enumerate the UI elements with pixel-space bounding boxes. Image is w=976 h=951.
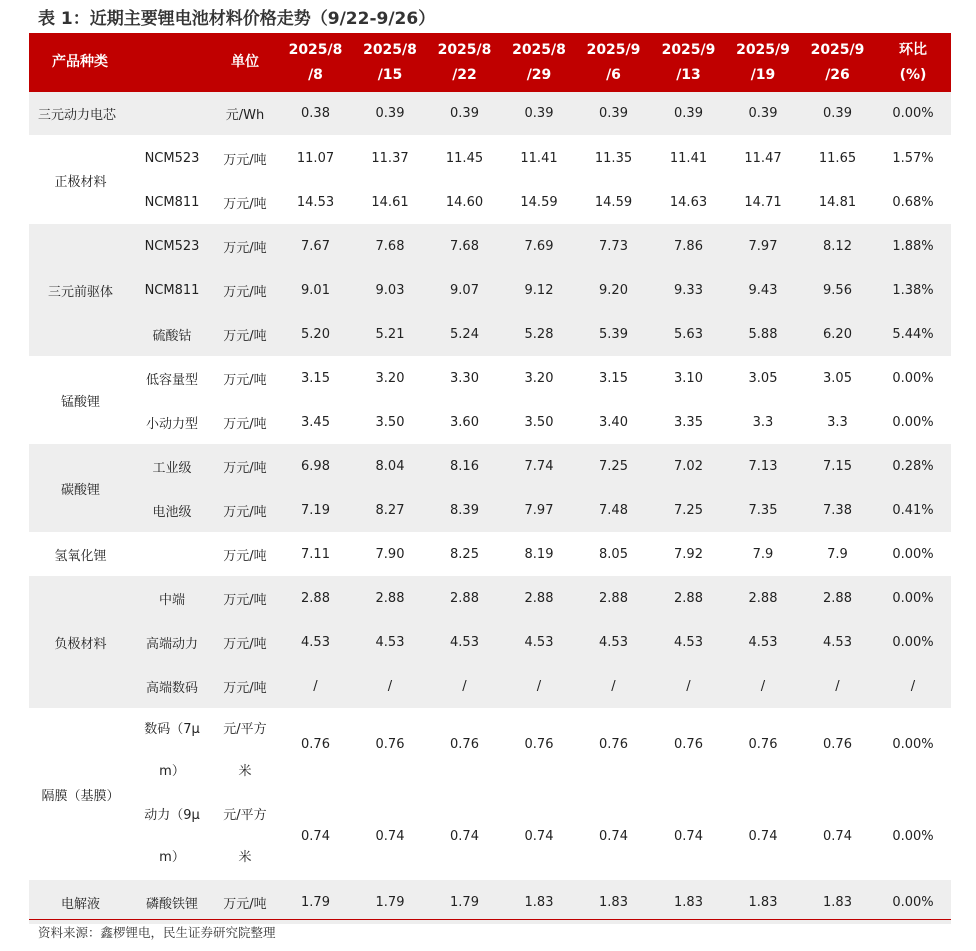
table-row xyxy=(29,224,951,268)
unit-cell: 元/平方 米 xyxy=(212,793,278,880)
table-row xyxy=(29,532,951,576)
value-cell: / xyxy=(800,664,875,708)
change-cell: 0.00% xyxy=(875,400,951,444)
value-cell: 8.16 xyxy=(427,444,502,488)
value-cell: / xyxy=(353,664,427,708)
value-cell: 1.79 xyxy=(427,880,502,924)
unit-cell: 万元/吨 xyxy=(212,224,278,268)
value-cell: 6.20 xyxy=(800,312,875,356)
value-cell: 3.15 xyxy=(576,356,651,400)
value-cell: 7.97 xyxy=(502,488,576,532)
header-product: 产品种类 xyxy=(29,33,212,92)
value-cell: 7.02 xyxy=(651,444,726,488)
value-cell: 4.53 xyxy=(427,620,502,664)
table-row xyxy=(29,356,951,400)
value-cell: 14.71 xyxy=(726,180,800,224)
unit-cell: 万元/吨 xyxy=(212,400,278,444)
value-cell: 7.48 xyxy=(576,488,651,532)
value-cell: 11.47 xyxy=(726,136,800,180)
value-cell: 4.53 xyxy=(502,620,576,664)
category-label: 隔膜（基膜） xyxy=(29,708,132,880)
value-cell: 3.30 xyxy=(427,356,502,400)
group-separator xyxy=(29,708,951,880)
value-cell: 3.3 xyxy=(800,400,875,444)
value-cell: / xyxy=(427,664,502,708)
header-date-8: 2025/9 /26 xyxy=(800,33,875,92)
table-row xyxy=(29,92,951,136)
value-cell: 7.69 xyxy=(502,224,576,268)
sub-label: NCM811 xyxy=(132,180,212,224)
value-cell: 7.68 xyxy=(427,224,502,268)
category-label: 碳酸锂 xyxy=(29,444,132,532)
value-cell: 0.76 xyxy=(502,708,576,793)
unit-cell: 万元/吨 xyxy=(212,268,278,312)
unit-cell: 万元/吨 xyxy=(212,664,278,708)
value-cell: 0.74 xyxy=(576,793,651,880)
sub-label: 小动力型 xyxy=(132,400,212,444)
value-cell: 5.39 xyxy=(576,312,651,356)
value-cell: 0.74 xyxy=(726,793,800,880)
value-cell: 1.83 xyxy=(576,880,651,924)
change-cell: 1.57% xyxy=(875,136,951,180)
value-cell: 6.98 xyxy=(278,444,353,488)
change-cell: 0.28% xyxy=(875,444,951,488)
unit-cell: 万元/吨 xyxy=(212,444,278,488)
value-cell: 3.50 xyxy=(353,400,427,444)
group-precursor xyxy=(29,224,951,356)
value-cell: 0.39 xyxy=(800,92,875,136)
unit-cell: 万元/吨 xyxy=(212,880,278,924)
value-cell: 2.88 xyxy=(427,576,502,620)
value-cell: 3.15 xyxy=(278,356,353,400)
sub-label: 硫酸钴 xyxy=(132,312,212,356)
value-cell: 11.41 xyxy=(502,136,576,180)
value-cell: 7.15 xyxy=(800,444,875,488)
change-cell: 0.00% xyxy=(875,356,951,400)
value-cell: 7.86 xyxy=(651,224,726,268)
value-cell: 8.12 xyxy=(800,224,875,268)
value-cell: 0.76 xyxy=(353,708,427,793)
change-cell: 0.00% xyxy=(875,92,951,136)
value-cell: 7.90 xyxy=(353,532,427,576)
value-cell: 2.88 xyxy=(576,576,651,620)
table-row xyxy=(29,576,951,620)
price-table xyxy=(29,33,951,924)
value-cell: 7.68 xyxy=(353,224,427,268)
category-label: 锰酸锂 xyxy=(29,356,132,444)
value-cell: 7.97 xyxy=(726,224,800,268)
value-cell: 0.76 xyxy=(800,708,875,793)
value-cell: 8.05 xyxy=(576,532,651,576)
sub-label: 数码（7μ m） xyxy=(132,708,212,793)
value-cell: / xyxy=(651,664,726,708)
value-cell: / xyxy=(576,664,651,708)
header-date-7: 2025/9 /19 xyxy=(726,33,800,92)
header-date-6: 2025/9 /13 xyxy=(651,33,726,92)
value-cell: 3.05 xyxy=(726,356,800,400)
group-electrolyte xyxy=(29,880,951,924)
sub-label: 工业级 xyxy=(132,444,212,488)
value-cell: 8.19 xyxy=(502,532,576,576)
value-cell: 7.38 xyxy=(800,488,875,532)
value-cell: / xyxy=(278,664,353,708)
value-cell: 7.73 xyxy=(576,224,651,268)
category-label: 电解液 xyxy=(29,880,132,924)
sub-label: 动力（9μ m） xyxy=(132,793,212,880)
unit-cell: 万元/吨 xyxy=(212,488,278,532)
table-row xyxy=(29,708,951,793)
value-cell: 3.05 xyxy=(800,356,875,400)
value-cell: 11.37 xyxy=(353,136,427,180)
value-cell: 3.40 xyxy=(576,400,651,444)
change-cell: 0.00% xyxy=(875,880,951,924)
value-cell: 7.25 xyxy=(576,444,651,488)
value-cell: 9.03 xyxy=(353,268,427,312)
value-cell: 5.63 xyxy=(651,312,726,356)
sub-label: 高端数码 xyxy=(132,664,212,708)
value-cell: 3.60 xyxy=(427,400,502,444)
value-cell: 2.88 xyxy=(502,576,576,620)
value-cell: 7.9 xyxy=(800,532,875,576)
unit-cell: 万元/吨 xyxy=(212,532,278,576)
table-row xyxy=(29,400,951,444)
value-cell: 0.74 xyxy=(800,793,875,880)
value-cell: 7.25 xyxy=(651,488,726,532)
value-cell: 7.13 xyxy=(726,444,800,488)
category-label: 三元动力电芯 xyxy=(29,92,212,136)
value-cell: 9.12 xyxy=(502,268,576,312)
value-cell: 11.07 xyxy=(278,136,353,180)
change-cell: / xyxy=(875,664,951,708)
header-date-3: 2025/8 /22 xyxy=(427,33,502,92)
value-cell: 7.35 xyxy=(726,488,800,532)
value-cell: 0.39 xyxy=(353,92,427,136)
value-cell: 0.38 xyxy=(278,92,353,136)
value-cell: 2.88 xyxy=(800,576,875,620)
table-row xyxy=(29,488,951,532)
value-cell: 3.20 xyxy=(353,356,427,400)
value-cell: 9.07 xyxy=(427,268,502,312)
value-cell: 3.3 xyxy=(726,400,800,444)
value-cell: 4.53 xyxy=(800,620,875,664)
value-cell: 14.59 xyxy=(576,180,651,224)
value-cell: 7.19 xyxy=(278,488,353,532)
value-cell: 9.01 xyxy=(278,268,353,312)
group-cathode xyxy=(29,136,951,224)
value-cell: 1.83 xyxy=(800,880,875,924)
value-cell: 9.33 xyxy=(651,268,726,312)
value-cell: 1.79 xyxy=(353,880,427,924)
unit-cell: 万元/吨 xyxy=(212,136,278,180)
category-label: 氢氧化锂 xyxy=(29,532,132,576)
change-cell: 0.68% xyxy=(875,180,951,224)
sub-label: NCM811 xyxy=(132,268,212,312)
table-bottom-rule xyxy=(29,919,951,920)
sub-label: 中端 xyxy=(132,576,212,620)
value-cell: 11.65 xyxy=(800,136,875,180)
table-header xyxy=(29,33,951,92)
table-row xyxy=(29,268,951,312)
table-row xyxy=(29,793,951,880)
value-cell: 14.53 xyxy=(278,180,353,224)
change-cell: 0.00% xyxy=(875,532,951,576)
value-cell: 5.20 xyxy=(278,312,353,356)
value-cell: 7.92 xyxy=(651,532,726,576)
unit-cell: 万元/吨 xyxy=(212,312,278,356)
value-cell: 4.53 xyxy=(353,620,427,664)
value-cell: 7.74 xyxy=(502,444,576,488)
sub-label xyxy=(132,532,212,576)
table-row xyxy=(29,880,951,924)
sub-label: NCM523 xyxy=(132,136,212,180)
value-cell: 9.20 xyxy=(576,268,651,312)
table-row xyxy=(29,444,951,488)
value-cell: 5.28 xyxy=(502,312,576,356)
value-cell: 2.88 xyxy=(726,576,800,620)
header-date-2: 2025/8 /15 xyxy=(353,33,427,92)
unit-cell: 万元/吨 xyxy=(212,356,278,400)
value-cell: 14.60 xyxy=(427,180,502,224)
table-row xyxy=(29,664,951,708)
value-cell: 0.39 xyxy=(427,92,502,136)
value-cell: 0.39 xyxy=(726,92,800,136)
value-cell: 2.88 xyxy=(651,576,726,620)
change-cell: 0.41% xyxy=(875,488,951,532)
group-lioh xyxy=(29,532,951,576)
value-cell: 9.56 xyxy=(800,268,875,312)
header-date-5: 2025/9 /6 xyxy=(576,33,651,92)
value-cell: 4.53 xyxy=(278,620,353,664)
category-label: 三元前驱体 xyxy=(29,224,132,356)
value-cell: 0.74 xyxy=(278,793,353,880)
value-cell: 1.83 xyxy=(651,880,726,924)
value-cell: 0.76 xyxy=(726,708,800,793)
value-cell: 9.43 xyxy=(726,268,800,312)
value-cell: 11.35 xyxy=(576,136,651,180)
value-cell: 3.50 xyxy=(502,400,576,444)
value-cell: 11.45 xyxy=(427,136,502,180)
value-cell: 0.39 xyxy=(502,92,576,136)
group-ternary-cell xyxy=(29,92,951,136)
value-cell: 7.67 xyxy=(278,224,353,268)
change-cell: 0.00% xyxy=(875,793,951,880)
table-title: 表 1：近期主要锂电池材料价格走势（9/22-9/26） xyxy=(38,9,436,29)
unit-cell: 万元/吨 xyxy=(212,576,278,620)
value-cell: 0.76 xyxy=(576,708,651,793)
group-li2co3 xyxy=(29,444,951,532)
value-cell: 8.04 xyxy=(353,444,427,488)
value-cell: 0.76 xyxy=(278,708,353,793)
category-label: 负极材料 xyxy=(29,576,132,708)
change-cell: 1.88% xyxy=(875,224,951,268)
change-cell: 1.38% xyxy=(875,268,951,312)
value-cell: 14.63 xyxy=(651,180,726,224)
value-cell: 0.74 xyxy=(427,793,502,880)
unit-cell: 元/Wh xyxy=(212,92,278,136)
value-cell: 14.61 xyxy=(353,180,427,224)
group-anode xyxy=(29,576,951,708)
unit-cell: 万元/吨 xyxy=(212,620,278,664)
value-cell: / xyxy=(502,664,576,708)
value-cell: 8.27 xyxy=(353,488,427,532)
sub-label: 低容量型 xyxy=(132,356,212,400)
table-row xyxy=(29,312,951,356)
table-row xyxy=(29,620,951,664)
value-cell: 11.41 xyxy=(651,136,726,180)
header-date-4: 2025/8 /29 xyxy=(502,33,576,92)
table-row xyxy=(29,136,951,180)
value-cell: 4.53 xyxy=(651,620,726,664)
source-note: 资料来源：鑫椤锂电，民生证券研究院整理 xyxy=(38,925,276,940)
sub-label: NCM523 xyxy=(132,224,212,268)
value-cell: 0.74 xyxy=(651,793,726,880)
value-cell: / xyxy=(726,664,800,708)
value-cell: 0.76 xyxy=(427,708,502,793)
value-cell: 3.10 xyxy=(651,356,726,400)
value-cell: 3.45 xyxy=(278,400,353,444)
value-cell: 5.21 xyxy=(353,312,427,356)
value-cell: 5.88 xyxy=(726,312,800,356)
value-cell: 14.81 xyxy=(800,180,875,224)
value-cell: 7.9 xyxy=(726,532,800,576)
table-row xyxy=(29,180,951,224)
category-label: 正极材料 xyxy=(29,136,132,224)
group-lmo xyxy=(29,356,951,444)
value-cell: 1.83 xyxy=(726,880,800,924)
value-cell: 0.39 xyxy=(651,92,726,136)
unit-cell: 万元/吨 xyxy=(212,180,278,224)
value-cell: 0.76 xyxy=(651,708,726,793)
unit-cell: 元/平方 米 xyxy=(212,708,278,793)
value-cell: 5.24 xyxy=(427,312,502,356)
header-change: 环比 (%) xyxy=(875,33,951,92)
value-cell: 1.83 xyxy=(502,880,576,924)
value-cell: 1.79 xyxy=(278,880,353,924)
value-cell: 8.39 xyxy=(427,488,502,532)
change-cell: 5.44% xyxy=(875,312,951,356)
header-unit: 单位 xyxy=(212,33,278,92)
change-cell: 0.00% xyxy=(875,620,951,664)
value-cell: 2.88 xyxy=(278,576,353,620)
value-cell: 3.20 xyxy=(502,356,576,400)
value-cell: 4.53 xyxy=(726,620,800,664)
value-cell: 0.74 xyxy=(353,793,427,880)
sub-label: 高端动力 xyxy=(132,620,212,664)
sub-label: 电池级 xyxy=(132,488,212,532)
sub-label: 磷酸铁锂 xyxy=(132,880,212,924)
value-cell: 14.59 xyxy=(502,180,576,224)
value-cell: 0.39 xyxy=(576,92,651,136)
value-cell: 8.25 xyxy=(427,532,502,576)
change-cell: 0.00% xyxy=(875,708,951,793)
value-cell: 4.53 xyxy=(576,620,651,664)
value-cell: 0.74 xyxy=(502,793,576,880)
change-cell: 0.00% xyxy=(875,576,951,620)
value-cell: 2.88 xyxy=(353,576,427,620)
header-date-1: 2025/8 /8 xyxy=(278,33,353,92)
value-cell: 3.35 xyxy=(651,400,726,444)
value-cell: 7.11 xyxy=(278,532,353,576)
